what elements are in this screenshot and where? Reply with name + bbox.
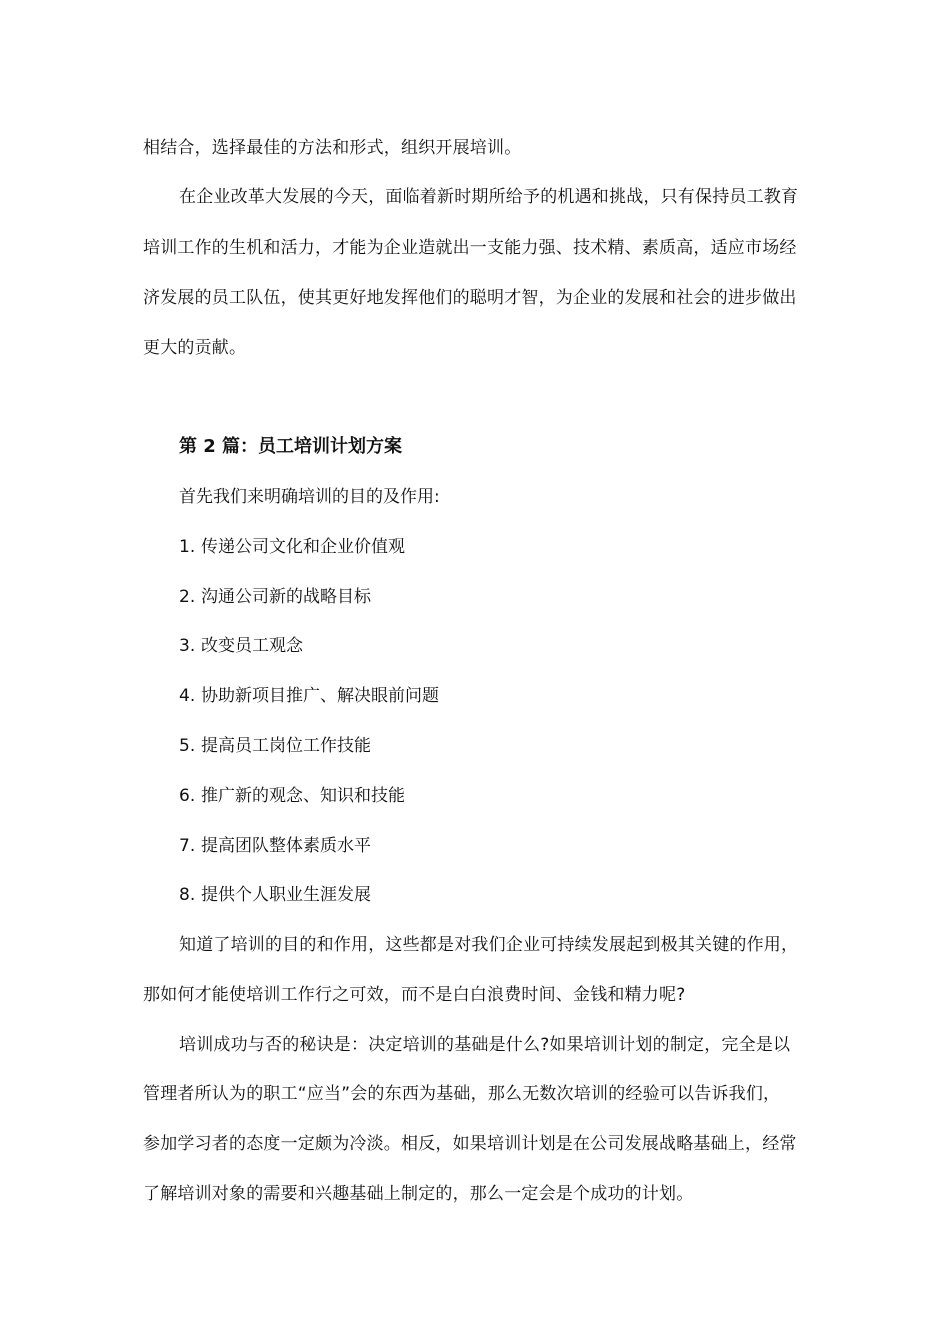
paragraph-line: 培训工作的生机和活力，才能为企业造就出一支能力强、技术精、素质高，适应市场经 xyxy=(143,238,797,258)
list-number: 2. xyxy=(179,587,196,607)
list-number: 4. xyxy=(179,686,196,706)
paragraph-line: 知道了培训的目的和作用，这些都是对我们企业可持续发展起到极其关键的作用， xyxy=(179,935,799,955)
list-text: 改变员工观念 xyxy=(201,636,303,656)
list-text: 提高团队整体素质水平 xyxy=(201,836,371,856)
list-item xyxy=(179,784,405,808)
list-number: 6. xyxy=(179,786,196,806)
list-number: 3. xyxy=(179,636,196,656)
paragraph-line: 了解培训对象的需要和兴趣基础上制定的，那么一定会是个成功的计划。 xyxy=(143,1184,694,1204)
paragraph-line: 在企业改革大发展的今天，面临着新时期所给予的机遇和挑战，只有保持员工教育 xyxy=(179,187,799,207)
list-item xyxy=(179,684,439,708)
paragraph-line: 相结合，选择最佳的方法和形式，组织开展培训。 xyxy=(143,138,522,158)
list-number: 8. xyxy=(179,885,196,905)
paragraph-line: 济发展的员工队伍，使其更好地发挥他们的聪明才智，为企业的发展和社会的进步做出 xyxy=(143,288,797,308)
list-text: 提高员工岗位工作技能 xyxy=(201,736,371,756)
list-item xyxy=(179,883,371,907)
list-item xyxy=(179,734,371,758)
section-heading: 第 2 篇：员工培训计划方案 xyxy=(179,436,403,457)
list-number: 7. xyxy=(179,836,196,856)
paragraph-line: 管理者所认为的职工“应当”会的东西为基础，那么无数次培训的经验可以告诉我们， xyxy=(143,1084,781,1104)
list-number: 5. xyxy=(179,736,196,756)
list-item xyxy=(179,834,371,858)
paragraph-line: 更大的贡献。 xyxy=(143,338,247,358)
list-text: 协助新项目推广、解决眼前问题 xyxy=(201,686,439,706)
list-text: 推广新的观念、知识和技能 xyxy=(201,786,405,806)
list-text: 沟通公司新的战略目标 xyxy=(201,587,371,607)
list-text: 提供个人职业生涯发展 xyxy=(201,885,371,905)
list-item xyxy=(179,585,371,609)
list-item xyxy=(179,634,303,658)
list-item xyxy=(179,535,405,559)
paragraph-line: 那如何才能使培训工作行之可效，而不是白白浪费时间、金钱和精力呢? xyxy=(143,985,686,1005)
list-number: 1. xyxy=(179,537,196,557)
list-text: 传递公司文化和企业价值观 xyxy=(201,537,405,557)
intro-text: 首先我们来明确培训的目的及作用: xyxy=(179,487,440,507)
paragraph-line: 培训成功与否的秘诀是：决定培训的基础是什么?如果培训计划的制定，完全是以 xyxy=(179,1035,791,1055)
paragraph-line: 参加学习者的态度一定颇为冷淡。相反，如果培训计划是在公司发展战略基础上，经常 xyxy=(143,1134,797,1154)
